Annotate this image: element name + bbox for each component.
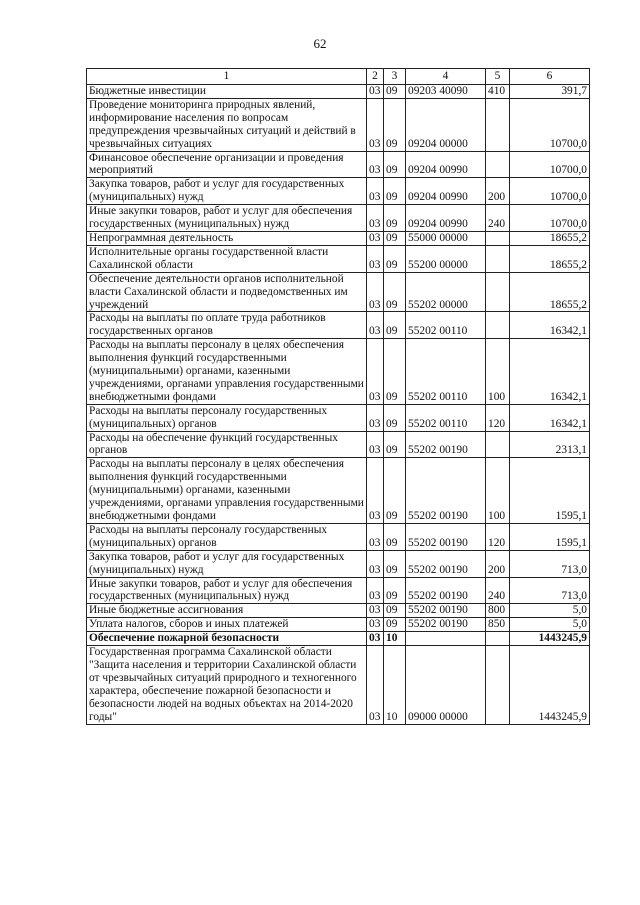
table-row	[87, 632, 590, 646]
table-row	[87, 178, 590, 205]
cell-vr: 200	[486, 550, 510, 577]
cell-vr	[486, 632, 510, 646]
cell-vr: 100	[486, 339, 510, 405]
cell-rz: 03	[367, 205, 384, 232]
cell-sum: 16342,1	[510, 339, 590, 405]
cell-name: Закупка товаров, работ и услуг для государственных (муниципальных) нужд	[87, 178, 367, 205]
cell-sum: 5,0	[510, 604, 590, 618]
cell-name: Иные закупки товаров, работ и услуг для обеспечения государственных (муниципальных) нужд	[87, 205, 367, 232]
table-row	[87, 523, 590, 550]
cell-rz: 03	[367, 339, 384, 405]
cell-vr: 120	[486, 404, 510, 431]
cell-pr: 09	[384, 151, 406, 178]
cell-name: Финансовое обеспечение организации и проведения мероприятий	[87, 151, 367, 178]
cell-sum: 1443245,9	[510, 646, 590, 724]
cell-pr: 09	[384, 245, 406, 272]
cell-pr: 09	[384, 312, 406, 339]
cell-pr: 10	[384, 632, 406, 646]
cell-rz: 03	[367, 98, 384, 151]
cell-name: Обеспечение пожарной безопасности	[87, 632, 367, 646]
cell-name: Обеспечение деятельности органов исполнительной власти Сахалинской области и подведомственных им учреждений	[87, 272, 367, 312]
cell-pr: 09	[384, 178, 406, 205]
table-row	[87, 577, 590, 604]
cell-name: Расходы на выплаты по оплате труда работников государственных органов	[87, 312, 367, 339]
cell-pr: 10	[384, 646, 406, 724]
cell-rz: 03	[367, 632, 384, 646]
cell-sum: 18655,2	[510, 245, 590, 272]
cell-vr: 120	[486, 523, 510, 550]
table-row	[87, 339, 590, 405]
cell-rz: 03	[367, 272, 384, 312]
table-row	[87, 646, 590, 724]
header-cell: 4	[406, 69, 486, 85]
table-row	[87, 272, 590, 312]
cell-pr: 09	[384, 618, 406, 632]
table-row	[87, 231, 590, 245]
cell-rz: 03	[367, 431, 384, 458]
cell-sum: 1595,1	[510, 458, 590, 524]
header-cell: 2	[367, 69, 384, 85]
cell-pr: 09	[384, 231, 406, 245]
cell-vr	[486, 272, 510, 312]
cell-vr: 100	[486, 458, 510, 524]
header-cell: 1	[87, 69, 367, 85]
table-row	[87, 431, 590, 458]
cell-vr	[486, 151, 510, 178]
cell-csr: 09204 00990	[406, 205, 486, 232]
cell-rz: 03	[367, 550, 384, 577]
table-row	[87, 98, 590, 151]
cell-csr: 55000 00000	[406, 231, 486, 245]
cell-name: Проведение мониторинга природных явлений, информирование населения по вопросам предупреждения чрезвычайных ситуаций и действий в чрезвычайных ситуациях	[87, 98, 367, 151]
cell-rz: 03	[367, 231, 384, 245]
cell-sum: 10700,0	[510, 178, 590, 205]
cell-sum: 391,7	[510, 85, 590, 99]
cell-pr: 09	[384, 272, 406, 312]
cell-vr: 800	[486, 604, 510, 618]
cell-name: Расходы на выплаты персоналу государственных (муниципальных) органов	[87, 523, 367, 550]
cell-rz: 03	[367, 577, 384, 604]
cell-name: Исполнительные органы государственной власти Сахалинской области	[87, 245, 367, 272]
cell-vr: 240	[486, 577, 510, 604]
cell-pr: 09	[384, 205, 406, 232]
page-number: 62	[313, 36, 327, 51]
cell-rz: 03	[367, 151, 384, 178]
cell-vr: 410	[486, 85, 510, 99]
cell-pr: 09	[384, 339, 406, 405]
table-body	[87, 85, 590, 725]
table-row	[87, 151, 590, 178]
table-row	[87, 404, 590, 431]
cell-csr: 55202 00190	[406, 618, 486, 632]
cell-csr: 09204 00000	[406, 98, 486, 151]
cell-rz: 03	[367, 618, 384, 632]
cell-sum: 5,0	[510, 618, 590, 632]
cell-csr: 55202 00190	[406, 604, 486, 618]
cell-name: Иные бюджетные ассигнования	[87, 604, 367, 618]
cell-pr: 09	[384, 523, 406, 550]
cell-pr: 09	[384, 458, 406, 524]
cell-name: Расходы на обеспечение функций государственных органов	[87, 431, 367, 458]
cell-csr: 09204 00990	[406, 178, 486, 205]
cell-pr: 09	[384, 604, 406, 618]
cell-vr	[486, 231, 510, 245]
cell-sum: 713,0	[510, 577, 590, 604]
cell-rz: 03	[367, 178, 384, 205]
cell-sum: 18655,2	[510, 272, 590, 312]
cell-pr: 09	[384, 431, 406, 458]
cell-csr: 55200 00000	[406, 245, 486, 272]
cell-rz: 03	[367, 85, 384, 99]
table-row	[87, 245, 590, 272]
cell-csr: 09000 00000	[406, 646, 486, 724]
cell-rz: 03	[367, 646, 384, 724]
cell-sum: 10700,0	[510, 98, 590, 151]
cell-vr	[486, 245, 510, 272]
cell-csr: 55202 00110	[406, 339, 486, 405]
table-row	[87, 604, 590, 618]
cell-csr: 55202 00190	[406, 431, 486, 458]
cell-name: Государственная программа Сахалинской области "Защита населения и территории Сахалинской области от чрезвычайных ситуаций природного и техногенного характера, обеспечение пожарной безопасности и безопасности людей на водных объектах на 2014-2020 годы"	[87, 646, 367, 724]
table-header-row	[87, 69, 590, 85]
table-row	[87, 312, 590, 339]
header-cell: 6	[510, 69, 590, 85]
cell-pr: 09	[384, 85, 406, 99]
table-row	[87, 550, 590, 577]
cell-csr: 09203 40090	[406, 85, 486, 99]
cell-vr: 200	[486, 178, 510, 205]
cell-sum: 16342,1	[510, 312, 590, 339]
cell-csr: 55202 00190	[406, 577, 486, 604]
cell-sum: 2313,1	[510, 431, 590, 458]
cell-rz: 03	[367, 404, 384, 431]
cell-vr: 240	[486, 205, 510, 232]
cell-sum: 18655,2	[510, 231, 590, 245]
cell-name: Непрограммная деятельность	[87, 231, 367, 245]
cell-sum: 10700,0	[510, 151, 590, 178]
cell-rz: 03	[367, 245, 384, 272]
cell-rz: 03	[367, 523, 384, 550]
cell-sum: 1595,1	[510, 523, 590, 550]
cell-rz: 03	[367, 458, 384, 524]
cell-name: Бюджетные инвестиции	[87, 85, 367, 99]
cell-sum: 713,0	[510, 550, 590, 577]
cell-vr	[486, 98, 510, 151]
header-cell: 3	[384, 69, 406, 85]
cell-csr: 55202 00190	[406, 550, 486, 577]
table-row	[87, 618, 590, 632]
cell-csr: 55202 00190	[406, 458, 486, 524]
cell-pr: 09	[384, 550, 406, 577]
cell-name: Расходы на выплаты персоналу в целях обеспечения выполнения функций государственными (муниципальными) органами, казенными учреждениями, органами управления государственными внебюджетными фондами	[87, 339, 367, 405]
cell-csr: 55202 00190	[406, 523, 486, 550]
cell-sum: 16342,1	[510, 404, 590, 431]
cell-pr: 09	[384, 404, 406, 431]
cell-csr	[406, 632, 486, 646]
cell-csr: 09204 00990	[406, 151, 486, 178]
cell-pr: 09	[384, 98, 406, 151]
cell-csr: 55202 00000	[406, 272, 486, 312]
cell-vr	[486, 646, 510, 724]
budget-table	[86, 68, 590, 725]
cell-rz: 03	[367, 312, 384, 339]
header-cell: 5	[486, 69, 510, 85]
cell-vr: 850	[486, 618, 510, 632]
cell-csr: 55202 00110	[406, 404, 486, 431]
cell-name: Иные закупки товаров, работ и услуг для обеспечения государственных (муниципальных) нужд	[87, 577, 367, 604]
cell-sum: 1443245,9	[510, 632, 590, 646]
cell-name: Уплата налогов, сборов и иных платежей	[87, 618, 367, 632]
cell-name: Расходы на выплаты персоналу в целях обеспечения выполнения функций государственными (муниципальными) органами, казенными учреждениями, органами управления государственными внебюджетными фондами	[87, 458, 367, 524]
cell-name: Расходы на выплаты персоналу государственных (муниципальных) органов	[87, 404, 367, 431]
cell-pr: 09	[384, 577, 406, 604]
cell-vr	[486, 312, 510, 339]
cell-name: Закупка товаров, работ и услуг для государственных (муниципальных) нужд	[87, 550, 367, 577]
cell-vr	[486, 431, 510, 458]
table-row	[87, 85, 590, 99]
table-row	[87, 205, 590, 232]
cell-sum: 10700,0	[510, 205, 590, 232]
table-row	[87, 458, 590, 524]
cell-csr: 55202 00110	[406, 312, 486, 339]
cell-rz: 03	[367, 604, 384, 618]
